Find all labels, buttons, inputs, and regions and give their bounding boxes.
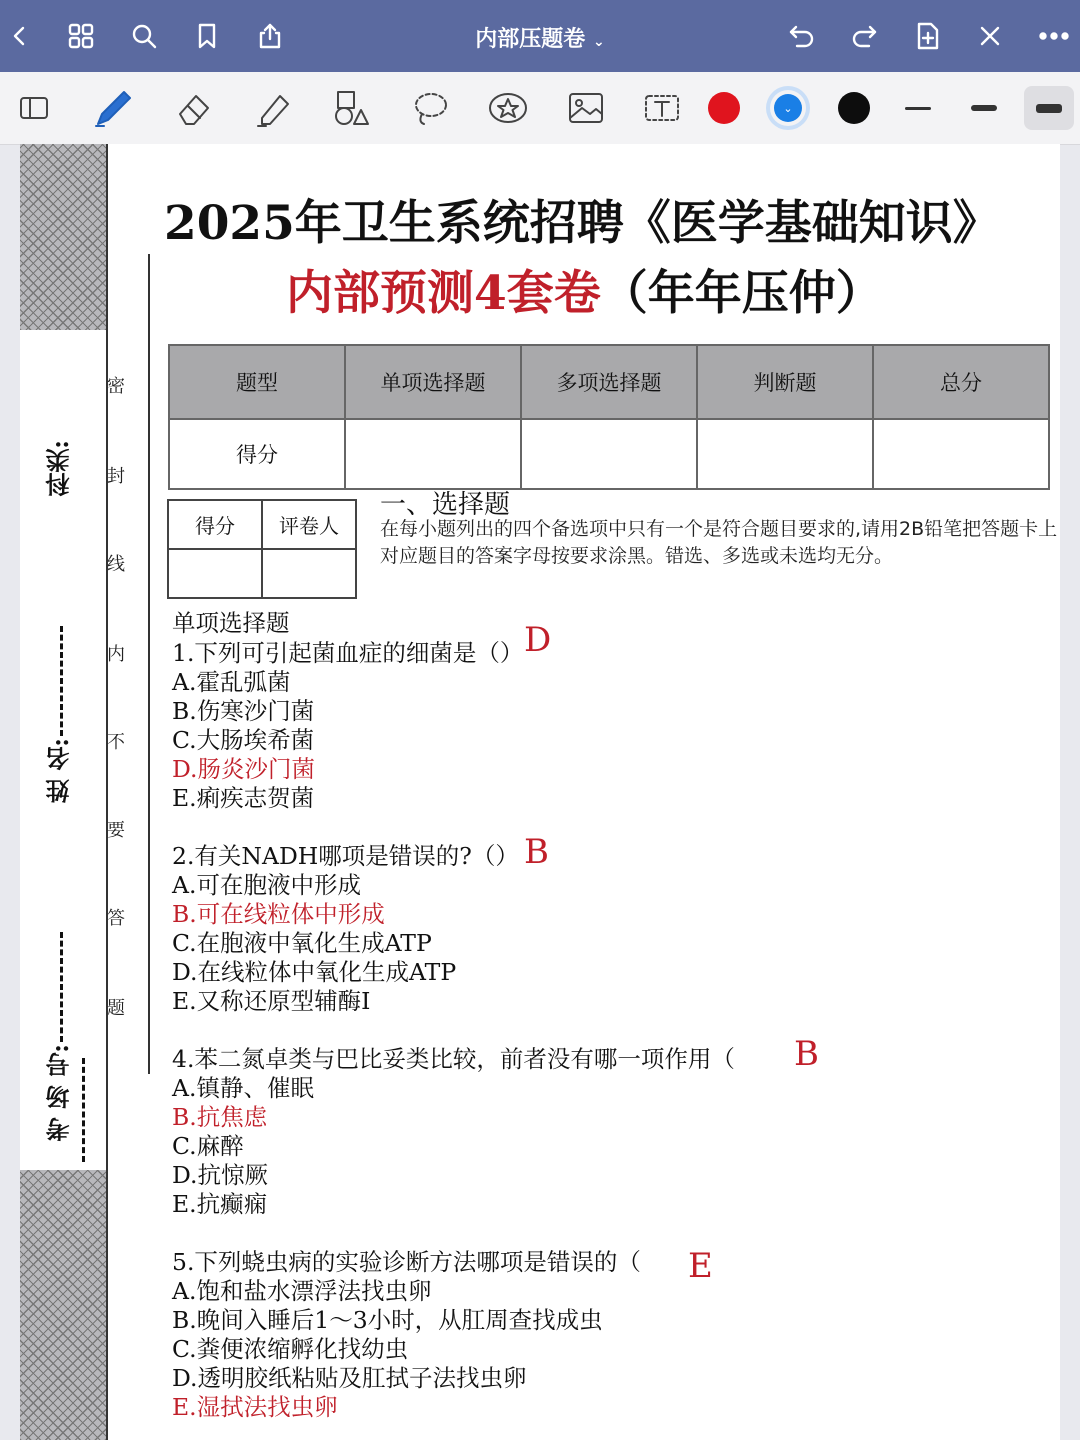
hatched-margin-bottom: [20, 1170, 106, 1440]
question-stem: 2.有关NADH哪项是错误的?（）: [172, 842, 519, 870]
stroke-thin[interactable]: [896, 86, 940, 130]
option: B.伤寒沙门菌: [172, 697, 315, 725]
close-icon[interactable]: [972, 18, 1008, 54]
color-black[interactable]: [832, 86, 876, 130]
score-cell[interactable]: [697, 419, 873, 489]
exam-room-blank-2[interactable]: [82, 1058, 85, 1162]
seal-char: 内: [107, 644, 125, 665]
question-stem: 4.苯二氮卓类与巴比妥类比较，前者没有哪一项作用（: [172, 1045, 735, 1073]
chevron-down-icon: ⌄: [592, 34, 605, 50]
stroke-medium[interactable]: [962, 86, 1006, 130]
option: C.粪便浓缩孵化找幼虫: [172, 1335, 409, 1363]
subsection-title: 单项选择题: [172, 609, 290, 637]
name-label: 姓 名:: [45, 738, 74, 804]
text-icon[interactable]: [640, 86, 684, 130]
seal-char: 线: [107, 554, 125, 575]
subject-label: 科类:: [45, 440, 74, 497]
option: A.饱和盐水漂浮法找虫卵: [172, 1277, 432, 1305]
seal-char: 不: [107, 732, 125, 753]
highlighter-icon[interactable]: [250, 86, 294, 130]
grader-score-label: 得分: [168, 500, 262, 549]
table-header: 题型: [169, 345, 345, 419]
section-instructions: 在每小题列出的四个备选项中只有一个是符合题目要求的,请用2B铅笔把答题卡上对应题目的答案字母按要求涂黑。错选、多选或未选均无分。: [380, 518, 1058, 567]
name-blank[interactable]: [60, 626, 63, 736]
lasso-icon[interactable]: [408, 86, 452, 130]
seal-char: 封: [107, 466, 125, 487]
option: C.大肠埃希菌: [172, 726, 315, 754]
option: C.在胞液中氧化生成ATP: [172, 929, 432, 957]
table-header: 单项选择题: [345, 345, 521, 419]
question-stem: 5.下列蛲虫病的实验诊断方法哪项是错误的（: [172, 1248, 641, 1276]
exam-room-label: 考 场 号:: [45, 1044, 74, 1142]
option: C.麻醉: [172, 1132, 244, 1160]
option: A.可在胞液中形成: [172, 871, 361, 899]
option-correct: D.肠炎沙门菌: [172, 755, 315, 783]
table-header: 总分: [873, 345, 1049, 419]
option: E.又称还原型辅酶Ⅰ: [172, 987, 371, 1015]
sticker-icon[interactable]: [486, 86, 530, 130]
eraser-icon[interactable]: [172, 86, 216, 130]
image-icon[interactable]: [564, 86, 608, 130]
handwritten-answer: D: [524, 620, 552, 660]
option: E.痢疾志贺菌: [172, 784, 315, 812]
seal-char: 密: [107, 376, 125, 397]
undo-icon[interactable]: [784, 18, 820, 54]
color-red[interactable]: [702, 86, 746, 130]
option-correct: B.抗焦虑: [172, 1103, 268, 1131]
exam-page[interactable]: [20, 144, 1060, 1440]
score-cell[interactable]: [345, 419, 521, 489]
handwritten-answer: B: [794, 1034, 819, 1074]
stroke-thick-selected[interactable]: [1024, 86, 1074, 130]
section-heading: 一、选择题: [380, 490, 511, 520]
app-top-bar: [0, 0, 1080, 72]
color-blue-selected[interactable]: [766, 86, 810, 130]
table-header: 多项选择题: [521, 345, 697, 419]
question-stem: 1.下列可引起菌血症的细菌是（）: [172, 639, 524, 667]
drawing-toolbar: [0, 72, 1080, 145]
sidebar-toggle-icon[interactable]: [12, 86, 56, 130]
score-summary-table: [168, 344, 1050, 490]
handwritten-answer: B: [524, 832, 549, 872]
seal-line: [148, 254, 150, 1074]
exam-title: 2025年卫生系统招聘《医学基础知识》: [164, 196, 1000, 251]
option: D.抗惊厥: [172, 1161, 268, 1189]
chevron-down-icon: ⌄: [774, 94, 802, 122]
more-icon[interactable]: [1036, 18, 1072, 54]
hatched-margin-top: [20, 144, 106, 330]
exam-subtitle: 内部预测4套卷（年年压仲）: [286, 266, 883, 321]
option: D.在线粒体中氧化生成ATP: [172, 958, 457, 986]
option: A.镇静、催眠: [172, 1074, 314, 1102]
shapes-icon[interactable]: [328, 86, 372, 130]
add-page-icon[interactable]: [910, 18, 946, 54]
option: E.抗癫痫: [172, 1190, 268, 1218]
exam-room-blank[interactable]: [60, 932, 63, 1042]
table-header: 判断题: [697, 345, 873, 419]
seal-char: 要: [107, 820, 125, 841]
option: D.透明胶纸粘贴及肛拭子法找虫卵: [172, 1364, 527, 1392]
handwritten-answer: E: [688, 1246, 713, 1286]
score-cell[interactable]: [873, 419, 1049, 489]
score-cell[interactable]: [521, 419, 697, 489]
option-correct: E.湿拭法找虫卵: [172, 1393, 338, 1421]
seal-char: 答: [107, 908, 125, 929]
grader-name-cell[interactable]: [262, 549, 356, 598]
grader-table: [167, 499, 357, 599]
option: A.霍乱弧菌: [172, 668, 291, 696]
grader-score-cell[interactable]: [168, 549, 262, 598]
pen-icon[interactable]: [90, 86, 134, 130]
table-row-label: 得分: [169, 419, 345, 489]
grader-name-label: 评卷人: [262, 500, 356, 549]
option: B.晚间入睡后1～3小时，从肛周查找成虫: [172, 1306, 603, 1334]
redo-icon[interactable]: [846, 18, 882, 54]
seal-char: 题: [107, 998, 125, 1019]
option-correct: B.可在线粒体中形成: [172, 900, 385, 928]
document-title-dropdown[interactable]: 内部压题卷 ⌄: [475, 27, 605, 52]
margin-line: [106, 144, 108, 1440]
